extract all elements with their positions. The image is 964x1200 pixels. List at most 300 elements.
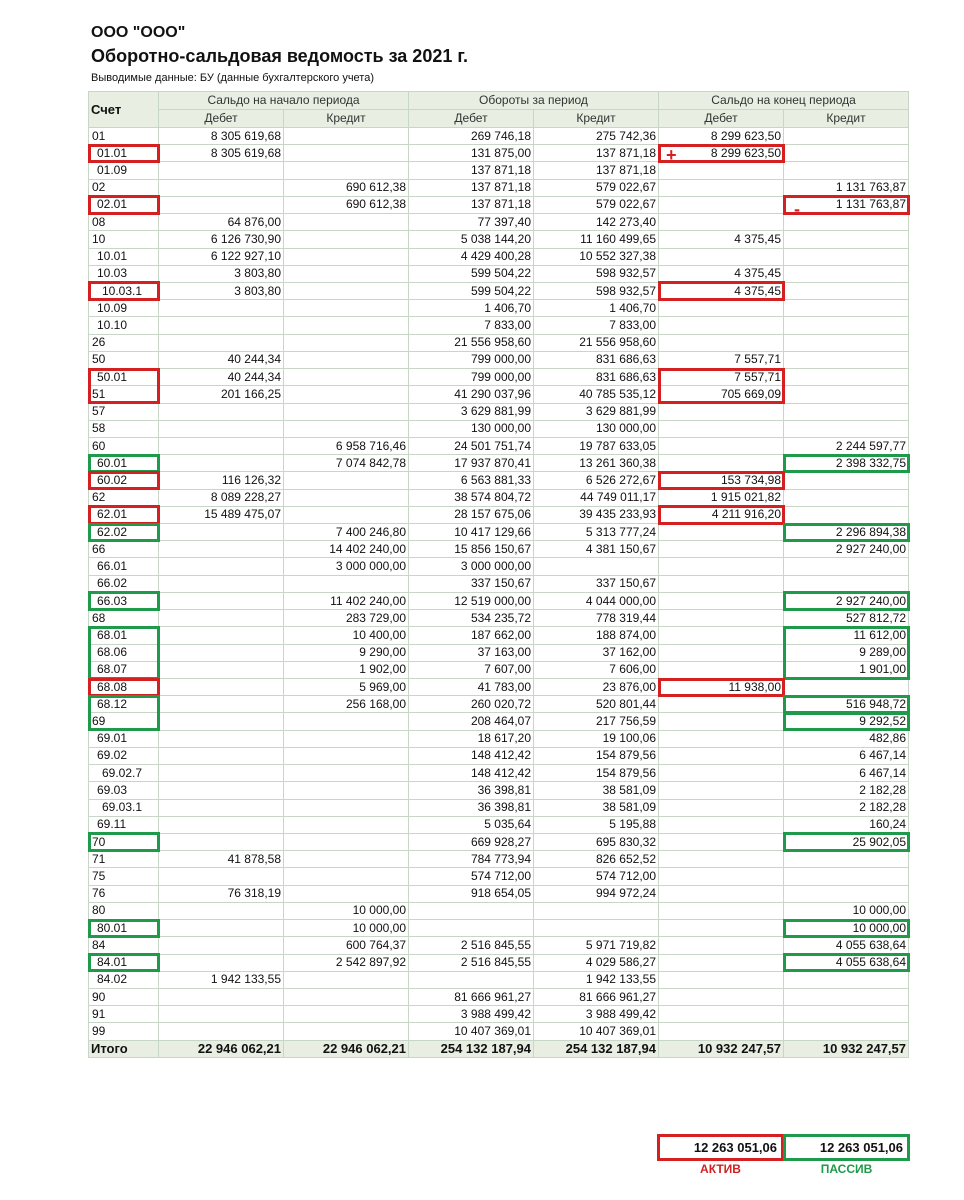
amount-cell: 799 000,00	[409, 351, 534, 368]
header-row-sub	[89, 110, 909, 128]
amount-cell: 8 305 619,68	[159, 128, 284, 145]
amount-cell	[659, 248, 784, 265]
amount-cell	[284, 782, 409, 799]
amount-cell: 3 000 000,00	[409, 558, 534, 575]
amount-cell	[284, 282, 409, 299]
amount-cell	[284, 420, 409, 437]
table-row	[89, 420, 909, 437]
amount-cell: 5 969,00	[284, 679, 409, 696]
amount-cell	[284, 971, 409, 988]
table-row	[89, 902, 909, 919]
amount-cell	[659, 730, 784, 747]
amount-cell: 81 666 961,27	[534, 988, 659, 1005]
amount-cell: 10 000,00	[784, 920, 909, 937]
amount-cell: 131 875,00	[409, 145, 534, 162]
sub-header-debit: Дебет	[409, 110, 534, 128]
table-body	[89, 128, 909, 1041]
green-highlight-box	[783, 454, 910, 473]
table-row	[89, 765, 909, 782]
amount-cell: 9 290,00	[284, 644, 409, 661]
table-row	[89, 265, 909, 282]
amount-cell	[659, 782, 784, 799]
aktiv-label: АКТИВ	[700, 1162, 741, 1176]
table-row	[89, 369, 909, 386]
amount-cell: 260 020,72	[409, 696, 534, 713]
table-row	[89, 1023, 909, 1040]
amount-cell: 5 971 719,82	[534, 937, 659, 954]
account-code: 26	[89, 334, 159, 351]
amount-cell: 482,86	[784, 730, 909, 747]
amount-cell: 8 299 623,50	[659, 128, 784, 145]
account-code: 68.12	[89, 696, 159, 713]
amount-cell: 690 612,38	[284, 196, 409, 213]
account-code: 62.02	[89, 524, 159, 541]
amount-cell: 8 299 623,50	[659, 145, 784, 162]
amount-cell	[284, 730, 409, 747]
amount-cell	[784, 851, 909, 868]
account-code: 01	[89, 128, 159, 145]
amount-cell: 21 556 958,60	[409, 334, 534, 351]
green-highlight-box	[88, 832, 160, 851]
amount-cell	[159, 455, 284, 472]
amount-cell	[159, 179, 284, 196]
account-code: 84.02	[89, 971, 159, 988]
amount-cell: 3 629 881,99	[409, 403, 534, 420]
amount-cell: 38 581,09	[534, 799, 659, 816]
account-code: 69.02.7	[89, 765, 159, 782]
amount-cell	[284, 506, 409, 523]
amount-cell: 19 100,06	[534, 730, 659, 747]
total-cell: 254 132 187,94	[534, 1040, 659, 1057]
amount-cell: 208 464,07	[409, 713, 534, 730]
amount-cell: 7 606,00	[534, 661, 659, 678]
total-cell: 10 932 247,57	[659, 1040, 784, 1057]
amount-cell	[659, 1006, 784, 1023]
amount-cell: 36 398,81	[409, 799, 534, 816]
amount-cell: 1 901,00	[784, 661, 909, 678]
amount-cell: 2 296 894,38	[784, 524, 909, 541]
amount-cell: 4 044 000,00	[534, 592, 659, 609]
amount-cell: 599 504,22	[409, 282, 534, 299]
account-code: 10.10	[89, 317, 159, 334]
amount-cell: 142 273,40	[534, 214, 659, 231]
amount-cell: 41 290 037,96	[409, 386, 534, 403]
table-row	[89, 179, 909, 196]
red-highlight-box	[88, 144, 160, 163]
total-label: Итого	[89, 1040, 159, 1057]
amount-cell	[659, 558, 784, 575]
table-row	[89, 816, 909, 833]
amount-cell	[784, 575, 909, 592]
amount-cell: 14 402 240,00	[284, 541, 409, 558]
amount-cell	[659, 954, 784, 971]
account-code: 10	[89, 231, 159, 248]
amount-cell: 11 160 499,65	[534, 231, 659, 248]
amount-cell: 130 000,00	[409, 420, 534, 437]
account-code: 01.01	[89, 145, 159, 162]
amount-cell: 28 157 675,06	[409, 506, 534, 523]
amount-cell: 695 830,32	[534, 833, 659, 850]
amount-cell: 2 182,28	[784, 782, 909, 799]
amount-cell	[159, 558, 284, 575]
amount-cell	[284, 265, 409, 282]
total-cell: 22 946 062,21	[159, 1040, 284, 1057]
report-title: Оборотно-сальдовая ведомость за 2021 г.	[91, 46, 469, 66]
table-row	[89, 679, 909, 696]
table-row	[89, 317, 909, 334]
amount-cell: 36 398,81	[409, 782, 534, 799]
amount-cell	[784, 145, 909, 162]
amount-cell	[159, 1023, 284, 1040]
amount-cell: 4 375,45	[659, 282, 784, 299]
amount-cell: 10 407 369,01	[534, 1023, 659, 1040]
amount-cell	[284, 747, 409, 764]
amount-cell: 23 876,00	[534, 679, 659, 696]
amount-cell	[159, 661, 284, 678]
amount-cell	[159, 937, 284, 954]
amount-cell: 7 400 246,80	[284, 524, 409, 541]
table-row	[89, 730, 909, 747]
green-highlight-box	[88, 591, 160, 610]
amount-cell	[159, 679, 284, 696]
amount-cell: 137 871,18	[409, 179, 534, 196]
amount-cell	[284, 575, 409, 592]
amount-cell	[659, 317, 784, 334]
red-highlight-box	[88, 471, 160, 490]
amount-cell	[784, 1006, 909, 1023]
account-code: 10.01	[89, 248, 159, 265]
amount-cell: 778 319,44	[534, 610, 659, 627]
amount-cell	[784, 506, 909, 523]
amount-cell	[284, 231, 409, 248]
amount-cell: 10 407 369,01	[409, 1023, 534, 1040]
green-highlight-box	[88, 953, 160, 972]
red-highlight-box	[88, 368, 160, 404]
amount-cell: 154 879,56	[534, 747, 659, 764]
amount-cell: 527 812,72	[784, 610, 909, 627]
amount-cell: 3 629 881,99	[534, 403, 659, 420]
account-code: 60.02	[89, 472, 159, 489]
amount-cell: 579 022,67	[534, 196, 659, 213]
total-cell: 22 946 062,21	[284, 1040, 409, 1057]
amount-cell	[159, 988, 284, 1005]
amount-cell	[784, 317, 909, 334]
amount-cell: 4 429 400,28	[409, 248, 534, 265]
amount-cell	[534, 902, 659, 919]
account-code: 08	[89, 214, 159, 231]
amount-cell: 4 381 150,67	[534, 541, 659, 558]
green-highlight-box	[783, 832, 910, 851]
account-code: 51	[89, 386, 159, 403]
amount-cell: 41 783,00	[409, 679, 534, 696]
amount-cell	[284, 885, 409, 902]
amount-cell: 4 375,45	[659, 265, 784, 282]
amount-cell: 994 972,24	[534, 885, 659, 902]
amount-cell	[659, 300, 784, 317]
amount-cell	[659, 885, 784, 902]
amount-cell	[159, 403, 284, 420]
amount-cell	[284, 489, 409, 506]
amount-cell: 130 000,00	[534, 420, 659, 437]
total-cell: 254 132 187,94	[409, 1040, 534, 1057]
red-highlight-box	[88, 281, 160, 300]
red-highlight-box	[658, 144, 785, 163]
amount-cell	[784, 885, 909, 902]
amount-cell	[409, 902, 534, 919]
amount-cell: 7 557,71	[659, 351, 784, 368]
green-highlight-box	[88, 523, 160, 542]
amount-cell: 9 292,52	[784, 713, 909, 730]
account-code: 50	[89, 351, 159, 368]
amount-cell	[159, 420, 284, 437]
amount-cell	[659, 524, 784, 541]
amount-cell: 40 244,34	[159, 351, 284, 368]
amount-cell: 40 785 535,12	[534, 386, 659, 403]
amount-cell	[159, 437, 284, 454]
amount-cell	[659, 196, 784, 213]
table-row	[89, 610, 909, 627]
amount-cell	[659, 851, 784, 868]
account-code: 80	[89, 902, 159, 919]
amount-cell: 2 182,28	[784, 799, 909, 816]
amount-cell: 269 746,18	[409, 128, 534, 145]
amount-cell: 5 035,64	[409, 816, 534, 833]
amount-cell: 17 937 870,41	[409, 455, 534, 472]
table-row	[89, 506, 909, 523]
sub-header-credit: Кредит	[534, 110, 659, 128]
minus-sign: -	[794, 199, 800, 219]
amount-cell	[784, 386, 909, 403]
total-cell: 10 932 247,57	[784, 1040, 909, 1057]
account-code: 68.01	[89, 627, 159, 644]
amount-cell	[659, 902, 784, 919]
amount-cell: 520 801,44	[534, 696, 659, 713]
amount-cell: 283 729,00	[284, 610, 409, 627]
account-code: 68.07	[89, 661, 159, 678]
amount-cell	[284, 334, 409, 351]
amount-cell	[659, 1023, 784, 1040]
table-row	[89, 472, 909, 489]
amount-cell: 598 932,57	[534, 282, 659, 299]
amount-cell	[659, 455, 784, 472]
amount-cell: 1 406,70	[534, 300, 659, 317]
amount-cell: 2 398 332,75	[784, 455, 909, 472]
account-code: 69.02	[89, 747, 159, 764]
amount-cell: 5 038 144,20	[409, 231, 534, 248]
amount-cell: 12 519 000,00	[409, 592, 534, 609]
amount-cell	[284, 403, 409, 420]
table-row	[89, 162, 909, 179]
amount-cell: 3 988 499,42	[534, 1006, 659, 1023]
account-code: 84	[89, 937, 159, 954]
amount-cell: 7 557,71	[659, 369, 784, 386]
amount-cell: 11 938,00	[659, 679, 784, 696]
account-code: 60.01	[89, 455, 159, 472]
table-row	[89, 1006, 909, 1023]
amount-cell: 6 958 716,46	[284, 437, 409, 454]
amount-cell: 15 489 475,07	[159, 506, 284, 523]
amount-cell: 1 942 133,55	[534, 971, 659, 988]
amount-cell: 81 666 961,27	[409, 988, 534, 1005]
amount-cell: 4 029 586,27	[534, 954, 659, 971]
amount-cell	[284, 317, 409, 334]
account-code: 58	[89, 420, 159, 437]
amount-cell: 77 397,40	[409, 214, 534, 231]
red-highlight-box	[88, 195, 160, 214]
table-row	[89, 351, 909, 368]
table-row	[89, 541, 909, 558]
amount-cell	[159, 317, 284, 334]
amount-cell: 37 163,00	[409, 644, 534, 661]
amount-cell	[284, 214, 409, 231]
amount-cell	[284, 1006, 409, 1023]
amount-cell: 1 902,00	[284, 661, 409, 678]
amount-cell	[784, 248, 909, 265]
amount-cell: 2 516 845,55	[409, 954, 534, 971]
amount-cell	[659, 747, 784, 764]
amount-cell: 4 055 638,64	[784, 954, 909, 971]
amount-cell	[284, 713, 409, 730]
amount-cell	[659, 713, 784, 730]
amount-cell	[784, 128, 909, 145]
amount-cell: 574 712,00	[534, 868, 659, 885]
table-row	[89, 799, 909, 816]
amount-cell: 64 876,00	[159, 214, 284, 231]
amount-cell	[784, 282, 909, 299]
amount-cell: 4 055 638,64	[784, 937, 909, 954]
amount-cell: 3 000 000,00	[284, 558, 409, 575]
amount-cell	[284, 351, 409, 368]
green-highlight-box	[783, 712, 910, 731]
green-highlight-box	[783, 591, 910, 610]
amount-cell: 1 131 763,87	[784, 196, 909, 213]
amount-cell: 831 686,63	[534, 351, 659, 368]
amount-cell	[659, 765, 784, 782]
amount-cell	[159, 300, 284, 317]
amount-cell: 516 948,72	[784, 696, 909, 713]
amount-cell: 574 712,00	[409, 868, 534, 885]
amount-cell	[159, 592, 284, 609]
amount-cell: 154 879,56	[534, 765, 659, 782]
account-code: 57	[89, 403, 159, 420]
amount-cell: 10 000,00	[284, 920, 409, 937]
amount-cell: 6 467,14	[784, 747, 909, 764]
amount-cell: 76 318,19	[159, 885, 284, 902]
amount-cell	[284, 799, 409, 816]
amount-cell: 2 542 897,92	[284, 954, 409, 971]
amount-cell	[784, 334, 909, 351]
amount-cell: 799 000,00	[409, 369, 534, 386]
amount-cell: 7 607,00	[409, 661, 534, 678]
amount-cell: 41 878,58	[159, 851, 284, 868]
sub-header-credit: Кредит	[784, 110, 909, 128]
account-code: 10.03.1	[89, 282, 159, 299]
amount-cell: 3 803,80	[159, 265, 284, 282]
amount-cell	[284, 162, 409, 179]
amount-cell	[659, 799, 784, 816]
table-row	[89, 489, 909, 506]
amount-cell: 1 131 763,87	[784, 179, 909, 196]
account-code: 69.01	[89, 730, 159, 747]
amount-cell: 11 402 240,00	[284, 592, 409, 609]
amount-cell: 599 504,22	[409, 265, 534, 282]
amount-cell: 188 874,00	[534, 627, 659, 644]
amount-cell: 40 244,34	[159, 369, 284, 386]
account-code: 80.01	[89, 920, 159, 937]
amount-cell: 25 902,05	[784, 833, 909, 850]
amount-cell	[159, 713, 284, 730]
account-code: 68.08	[89, 679, 159, 696]
amount-cell	[284, 300, 409, 317]
table-row	[89, 128, 909, 145]
amount-cell	[784, 988, 909, 1005]
account-code: 68.06	[89, 644, 159, 661]
amount-cell	[159, 868, 284, 885]
amount-cell: 7 074 842,78	[284, 455, 409, 472]
account-code: 50.01	[89, 369, 159, 386]
group-header-turnover: Обороты за период	[409, 92, 659, 110]
account-code: 69.03.1	[89, 799, 159, 816]
amount-cell	[784, 162, 909, 179]
table-row	[89, 231, 909, 248]
red-highlight-box	[658, 368, 785, 404]
red-highlight-box	[658, 281, 785, 300]
red-highlight-box	[658, 505, 785, 524]
amount-cell	[784, 214, 909, 231]
amount-cell: 4 375,45	[659, 231, 784, 248]
header-row-groups	[89, 92, 909, 110]
amount-cell: 8 089 228,27	[159, 489, 284, 506]
amount-cell: 534 235,72	[409, 610, 534, 627]
amount-cell: 137 871,18	[534, 145, 659, 162]
account-code: 02	[89, 179, 159, 196]
amount-cell	[284, 145, 409, 162]
amount-cell: 201 166,25	[159, 386, 284, 403]
passiv-label: ПАССИВ	[820, 1162, 873, 1176]
amount-cell: 3 988 499,42	[409, 1006, 534, 1023]
amount-cell	[159, 575, 284, 592]
amount-cell	[659, 214, 784, 231]
account-code: 69.11	[89, 816, 159, 833]
amount-cell: 160,24	[784, 816, 909, 833]
account-code: 99	[89, 1023, 159, 1040]
sub-header-credit: Кредит	[284, 110, 409, 128]
amount-cell	[784, 472, 909, 489]
table-row	[89, 334, 909, 351]
account-code: 84.01	[89, 954, 159, 971]
amount-cell	[659, 661, 784, 678]
table-row	[89, 747, 909, 764]
amount-cell	[659, 627, 784, 644]
account-code: 62.01	[89, 506, 159, 523]
amount-cell	[284, 1023, 409, 1040]
amount-cell	[159, 816, 284, 833]
amount-cell: 6 526 272,67	[534, 472, 659, 489]
amount-cell: 37 162,00	[534, 644, 659, 661]
amount-cell: 38 581,09	[534, 782, 659, 799]
amount-cell	[784, 300, 909, 317]
table-row	[89, 782, 909, 799]
amount-cell: 18 617,20	[409, 730, 534, 747]
amount-cell: 2 927 240,00	[784, 592, 909, 609]
amount-cell	[659, 937, 784, 954]
amount-cell: 1 942 133,55	[159, 971, 284, 988]
amount-cell: 21 556 958,60	[534, 334, 659, 351]
amount-cell	[284, 765, 409, 782]
table-row	[89, 403, 909, 420]
amount-cell	[659, 420, 784, 437]
amount-cell: 2 516 845,55	[409, 937, 534, 954]
